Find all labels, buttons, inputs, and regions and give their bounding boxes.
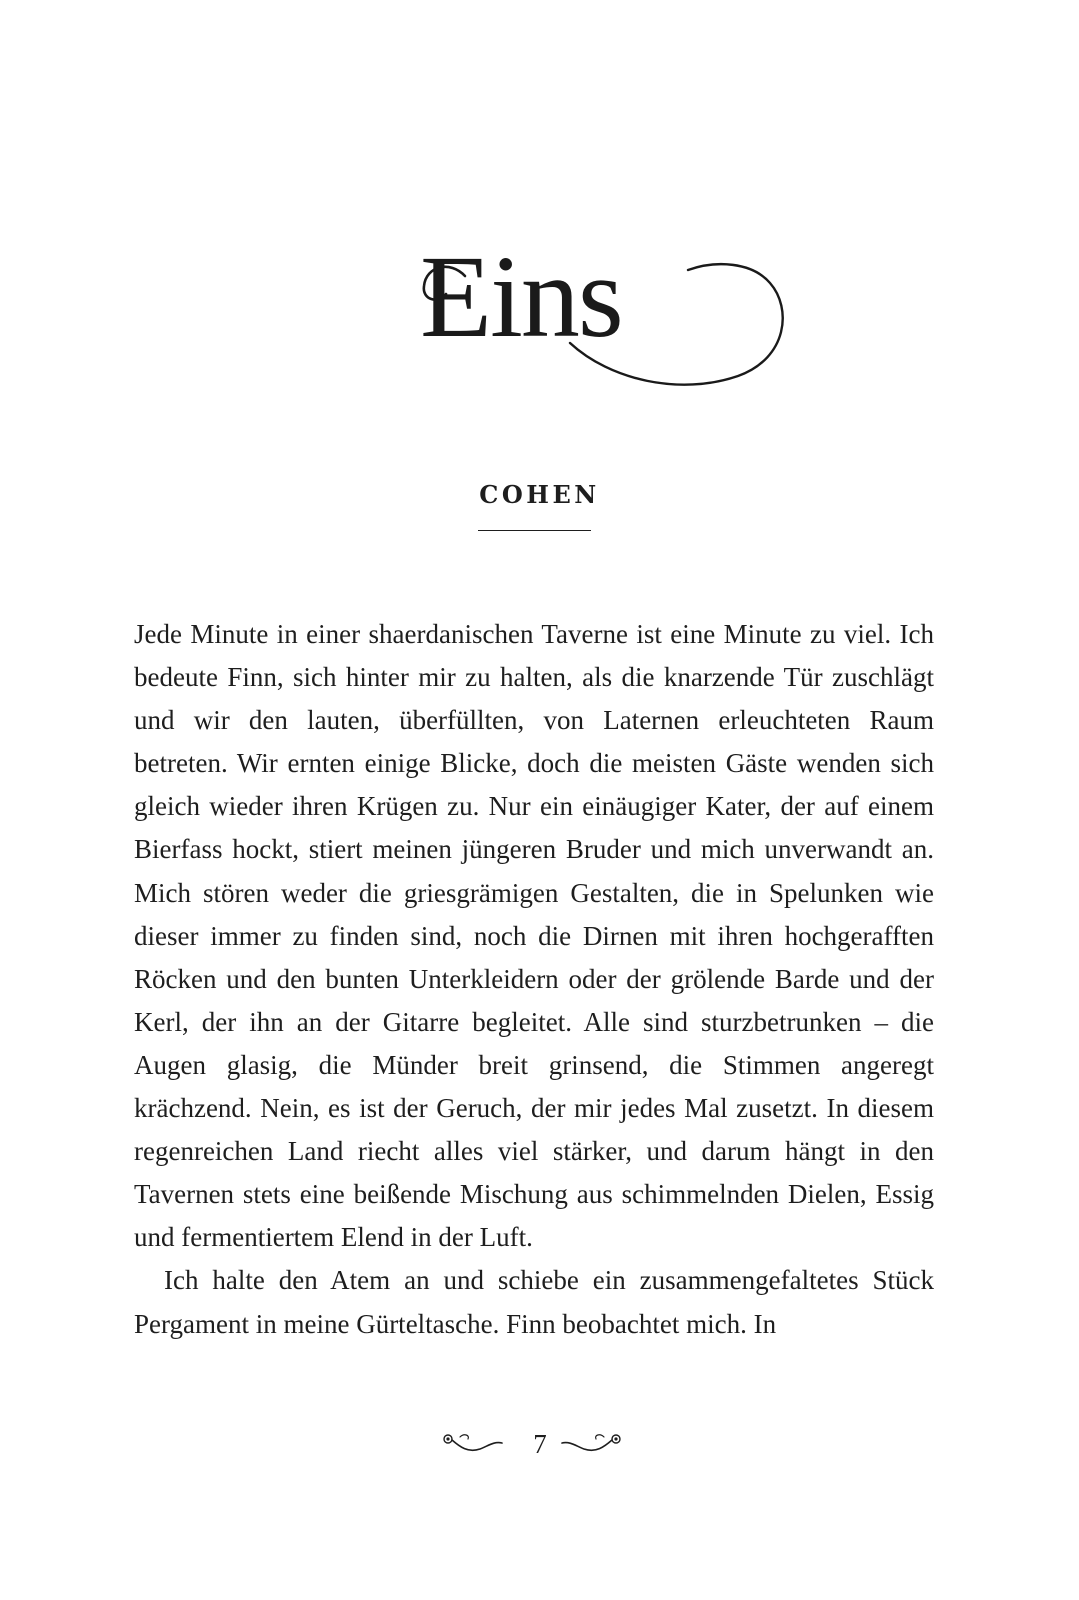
pov-character-name: COHEN <box>479 480 600 509</box>
chapter-title: Eins <box>420 231 622 362</box>
left-swirl-ornament-icon <box>440 1431 504 1457</box>
body-text <box>134 613 934 1346</box>
pov-underline-divider <box>478 530 591 531</box>
page-footer <box>440 1425 640 1465</box>
right-swirl-ornament-icon <box>560 1431 624 1457</box>
chapter-flourish-icon <box>420 231 800 398</box>
page-number: 7 <box>533 1429 547 1459</box>
body-paragraph: Ich halte den Atem an und schiebe ein zusammengefaltetes Stück Pergament in meine Gürteltasche. Finn beobachtet mich. In <box>134 1265 934 1339</box>
chapter-heading <box>420 231 800 398</box>
body-paragraph: Jede Minute in einer shaerdanischen Taverne ist eine Minute zu viel. Ich bedeute Finn, sich hinter mir zu halten, als die knarzende Tür zuschlägt und wir den lauten, überfüllten, von Laternen erleuchteten Raum betreten. Wir ernten einige Blicke, doch die meisten Gäste wenden sich gleich wieder ihren Krügen zu. Nur ein einäugiger Kater, der auf einem Bierfass hockt, stiert meinen jüngeren Bruder und mich unverwandt an. Mich stören weder die griesgrämigen Gestalten, die in Spelunken wie dieser immer zu finden sind, noch die Dirnen mit ihren hochgerafften Röcken und den bunten Unterkleidern oder der grölende Barde und der Kerl, der ihn an der Gitarre begleitet. Alle sind sturzbetrunken – die Augen glasig, die Münder breit grinsend, die Stimmen angeregt krächzend. Nein, es ist der Geruch, der mir jedes Mal zusetzt. In diesem regenreichen Land riecht alles viel stärker, und darum hängt in den Tavernen stets eine beißende Mischung aus schimmelnden Dielen, Essig und fermentiertem Elend in der Luft. <box>134 619 934 1253</box>
